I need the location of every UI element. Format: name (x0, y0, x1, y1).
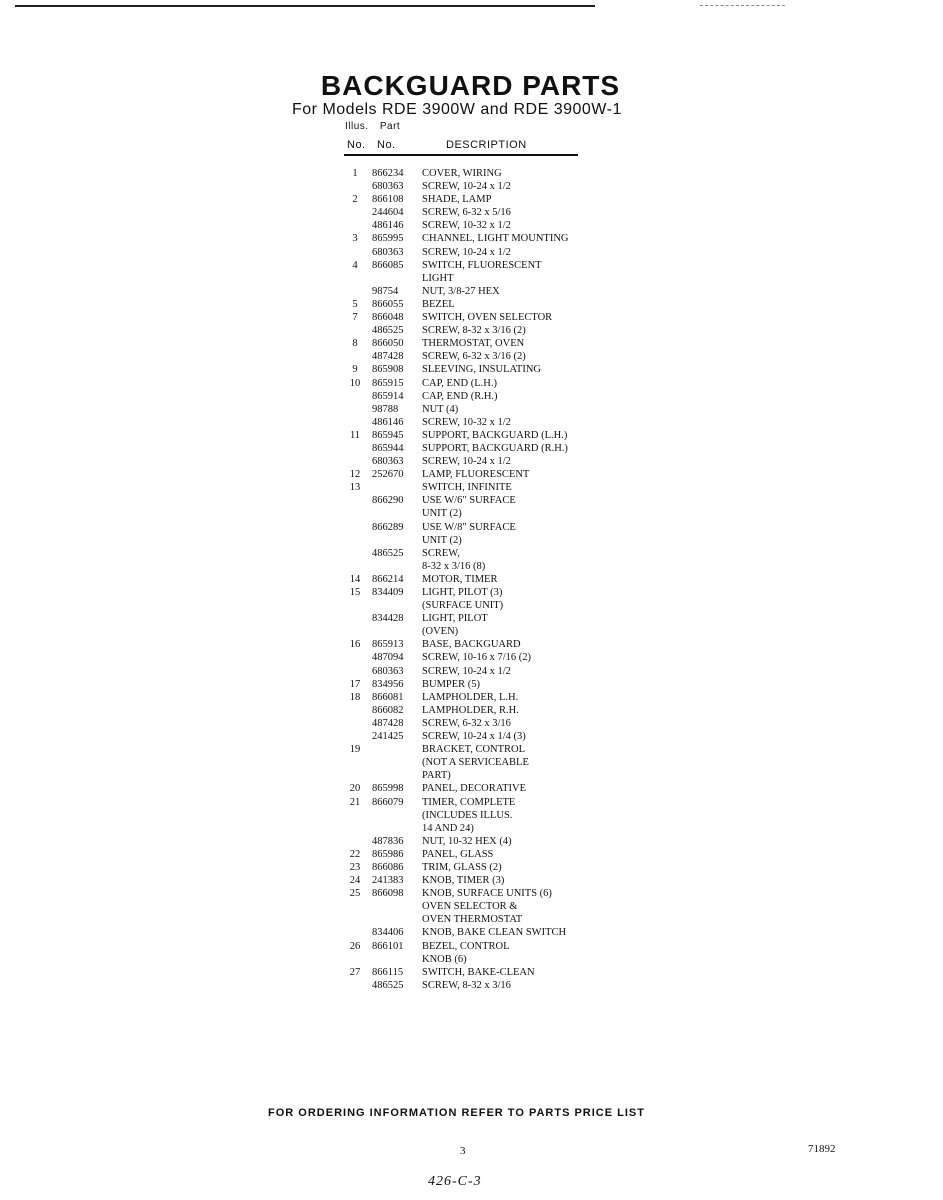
handwritten-note: 426-C-3 (428, 1174, 482, 1189)
list-item (344, 324, 644, 337)
part-description: CHANNEL, LIGHT MOUNTING (422, 233, 569, 245)
list-item (344, 586, 644, 599)
part-number: 680363 (372, 665, 404, 677)
part-number: 866234 (372, 168, 404, 179)
list-item (344, 678, 644, 691)
list-item (344, 455, 644, 468)
part-number: 834406 (372, 927, 404, 939)
part-number: 865944 (372, 442, 404, 454)
illus-number: 1 (352, 168, 358, 179)
list-item (344, 651, 644, 664)
header-no-part: No. (377, 139, 396, 151)
list-item (344, 219, 644, 232)
illus-number: 14 (349, 573, 361, 585)
part-description: PANEL, GLASS (422, 848, 494, 860)
part-number: 866082 (372, 704, 404, 716)
part-description: NUT, 3/8-27 HEX (422, 285, 500, 297)
list-item (344, 416, 644, 429)
part-description: LAMP, FLUORESCENT (422, 469, 530, 481)
list-item (344, 442, 644, 455)
illus-number: 26 (349, 940, 361, 952)
part-description: TIMER, COMPLETE (422, 796, 516, 808)
list-item (344, 481, 644, 494)
list-item (344, 573, 644, 586)
part-description: OVEN THERMOSTAT (422, 914, 523, 926)
part-description: MOTOR, TIMER (422, 573, 498, 585)
part-description: SCREW, 8-32 x 3/16 (2) (422, 325, 526, 337)
part-description: PART) (422, 770, 451, 782)
part-description: KNOB, BAKE CLEAN SWITCH (422, 927, 567, 939)
list-item (344, 272, 644, 285)
part-number: 241383 (372, 875, 404, 887)
part-number: 866085 (372, 259, 404, 271)
header-description: DESCRIPTION (446, 139, 527, 151)
list-item (344, 180, 644, 193)
part-description: SWITCH, FLUORESCENT (422, 259, 542, 271)
part-description: UNIT (2) (422, 534, 462, 546)
list-item (344, 926, 644, 939)
part-number: 866055 (372, 298, 404, 310)
list-item (344, 298, 644, 311)
part-description: LIGHT (422, 272, 454, 284)
part-description: (SURFACE UNIT) (422, 600, 504, 612)
list-item (344, 796, 644, 809)
list-item (344, 638, 644, 651)
part-description: SWITCH, OVEN SELECTOR (422, 312, 553, 324)
part-description: SCREW, 10-24 x 1/4 (3) (422, 731, 526, 743)
part-description: SCREW, 6-32 x 3/16 (422, 717, 511, 729)
parts-list (344, 167, 644, 992)
part-description: THERMOSTAT, OVEN (422, 338, 525, 350)
part-number: 487094 (372, 652, 404, 664)
part-number: 866115 (372, 966, 404, 978)
list-item (344, 534, 644, 547)
list-item (344, 167, 644, 180)
list-item (344, 429, 644, 442)
illus-number: 2 (352, 194, 358, 206)
illus-number: 5 (352, 298, 358, 310)
part-description: SWITCH, INFINITE (422, 482, 512, 494)
list-item (344, 691, 644, 704)
part-description: LIGHT, PILOT (3) (422, 587, 503, 598)
list-item (344, 782, 644, 795)
part-description: CAP, END (L.H.) (422, 377, 497, 389)
list-item (344, 390, 644, 403)
part-description: SCREW, 10-32 x 1/2 (422, 416, 511, 428)
part-number: 486525 (372, 325, 404, 337)
illus-number: 7 (352, 312, 358, 324)
illus-number: 25 (349, 888, 361, 900)
part-description: SUPPORT, BACKGUARD (L.H.) (422, 429, 568, 441)
list-item (344, 900, 644, 913)
part-description: OVEN SELECTOR & (422, 901, 518, 913)
list-item (344, 311, 644, 324)
part-description: (OVEN) (422, 626, 459, 638)
part-description: SCREW, 6-32 x 3/16 (2) (422, 351, 526, 363)
part-description: 14 AND 24) (422, 822, 474, 834)
part-number: 244604 (372, 207, 404, 219)
illus-number: 4 (352, 259, 358, 271)
part-description: SLEEVING, INSULATING (422, 364, 541, 376)
part-description: SCREW, 6-32 x 5/16 (422, 207, 511, 219)
part-description: LIGHT, PILOT (422, 613, 488, 625)
part-number: 865945 (372, 429, 404, 441)
part-number: 866081 (372, 691, 404, 703)
page-title: BACKGUARD PARTS (320, 70, 621, 101)
part-number: 865998 (372, 783, 404, 795)
part-number: 487836 (372, 835, 404, 847)
part-number: 98788 (372, 403, 399, 415)
part-description: TRIM, GLASS (2) (422, 861, 502, 873)
list-item (344, 704, 644, 717)
part-number: 865986 (372, 848, 404, 860)
document-number: 71892 (808, 1143, 836, 1155)
list-item (344, 285, 644, 298)
part-description: LAMPHOLDER, L.H. (422, 691, 519, 703)
part-description: SHADE, LAMP (422, 194, 492, 206)
column-header-top (345, 121, 400, 132)
part-description: LAMPHOLDER, R.H. (422, 704, 519, 716)
part-description: USE W/6" SURFACE (422, 495, 516, 507)
part-number: 866108 (372, 194, 404, 206)
illus-number: 21 (349, 796, 361, 808)
ordering-note: FOR ORDERING INFORMATION REFER TO PARTS PRICE LIST (268, 1107, 645, 1119)
part-number: 866101 (372, 940, 404, 952)
illus-number: 19 (349, 744, 361, 756)
part-description: BUMPER (5) (422, 678, 481, 690)
list-item (344, 206, 644, 219)
part-description: KNOB, TIMER (3) (422, 875, 505, 887)
illus-number: 24 (349, 875, 361, 887)
part-description: CAP, END (R.H.) (422, 390, 498, 402)
part-description: BASE, BACKGUARD (422, 639, 521, 651)
list-item (344, 507, 644, 520)
list-item (344, 756, 644, 769)
part-description: SUPPORT, BACKGUARD (R.H.) (422, 442, 568, 454)
list-item (344, 246, 644, 259)
part-description: KNOB (6) (422, 953, 467, 965)
list-item (344, 494, 644, 507)
part-number: 866214 (372, 573, 404, 585)
list-item (344, 625, 644, 638)
list-item (344, 966, 644, 979)
list-item (344, 560, 644, 573)
header-part: Part (379, 121, 401, 132)
part-description: SCREW, 10-24 x 1/2 (422, 456, 511, 468)
part-number: 866050 (372, 338, 404, 350)
list-item (344, 861, 644, 874)
list-item (344, 835, 644, 848)
part-number: 98754 (372, 285, 399, 297)
list-item (344, 350, 644, 363)
illus-number: 8 (352, 338, 358, 350)
part-description: SCREW, 10-24 x 1/2 (422, 181, 511, 193)
header-underline (344, 154, 578, 156)
part-description: SCREW, 10-16 x 7/16 (2) (422, 652, 531, 664)
list-item (344, 913, 644, 926)
part-number: 487428 (372, 717, 404, 729)
list-item (344, 193, 644, 206)
illus-number: 15 (349, 587, 361, 598)
part-number: 866290 (372, 495, 404, 507)
part-number: 486146 (372, 416, 404, 428)
part-number: 486146 (372, 220, 404, 232)
part-number: 865995 (372, 233, 404, 245)
part-description: SCREW, (422, 547, 460, 559)
part-description: COVER, WIRING (422, 168, 502, 179)
part-description: BEZEL, CONTROL (422, 940, 510, 952)
part-number: 865913 (372, 639, 404, 651)
list-item (344, 848, 644, 861)
part-number: 865915 (372, 377, 404, 389)
list-item (344, 468, 644, 481)
illus-number: 12 (349, 469, 361, 481)
list-item (344, 665, 644, 678)
header-no-illus: No. (347, 139, 366, 151)
part-number: 866079 (372, 796, 404, 808)
part-description: 8-32 x 3/16 (8) (422, 560, 486, 572)
part-number: 834956 (372, 678, 404, 690)
part-description: KNOB, SURFACE UNITS (6) (422, 888, 552, 900)
part-number: 834428 (372, 613, 404, 625)
illus-number: 11 (349, 429, 361, 441)
illus-number: 18 (349, 691, 361, 703)
list-item (344, 743, 644, 756)
top-dashed-rule (700, 5, 785, 6)
list-item (344, 363, 644, 376)
list-item (344, 612, 644, 625)
illus-number: 23 (349, 861, 361, 873)
part-description: SCREW, 10-32 x 1/2 (422, 220, 511, 232)
list-item (344, 403, 644, 416)
list-item (344, 717, 644, 730)
header-illus: Illus. (345, 121, 369, 132)
illus-number: 22 (349, 848, 361, 860)
part-number: 865914 (372, 390, 404, 402)
part-number: 486525 (372, 979, 404, 991)
part-description: USE W/8" SURFACE (422, 521, 516, 533)
part-number: 866289 (372, 521, 404, 533)
part-number: 866098 (372, 888, 404, 900)
list-item (344, 377, 644, 390)
illus-number: 3 (352, 233, 358, 245)
illus-number: 13 (349, 482, 361, 494)
illus-number: 27 (349, 966, 361, 978)
list-item (344, 730, 644, 743)
part-description: BEZEL (422, 298, 455, 310)
list-item (344, 979, 644, 992)
part-number: 680363 (372, 246, 404, 258)
part-description: SCREW, 10-24 x 1/2 (422, 246, 511, 258)
part-number: 241425 (372, 731, 404, 743)
part-description: (NOT A SERVICEABLE (422, 757, 529, 769)
part-number: 866048 (372, 312, 404, 324)
part-description: NUT (4) (422, 403, 459, 415)
illus-number: 10 (349, 377, 361, 389)
list-item (344, 547, 644, 560)
list-item (344, 521, 644, 534)
list-item (344, 232, 644, 245)
part-description: BRACKET, CONTROL (422, 744, 526, 756)
part-number: 865908 (372, 364, 404, 376)
part-number: 680363 (372, 456, 404, 468)
part-number: 252670 (372, 469, 404, 481)
illus-number: 20 (349, 783, 361, 795)
list-item (344, 809, 644, 822)
list-item (344, 769, 644, 782)
part-number: 680363 (372, 181, 404, 193)
part-number: 487428 (372, 351, 404, 363)
page-number: 3 (460, 1145, 466, 1157)
part-description: UNIT (2) (422, 508, 462, 520)
list-item (344, 940, 644, 953)
part-number: 486525 (372, 547, 404, 559)
list-item (344, 822, 644, 835)
list-item (344, 874, 644, 887)
part-description: NUT, 10-32 HEX (4) (422, 835, 512, 847)
list-item (344, 887, 644, 900)
illus-number: 17 (349, 678, 361, 690)
list-item (344, 337, 644, 350)
part-number: 866086 (372, 861, 404, 873)
part-description: SCREW, 10-24 x 1/2 (422, 665, 511, 677)
page-subtitle: For Models RDE 3900W and RDE 3900W-1 (292, 101, 622, 118)
top-rule (15, 5, 595, 7)
part-description: SWITCH, BAKE-CLEAN (422, 966, 535, 978)
illus-number: 16 (349, 639, 361, 651)
list-item (344, 953, 644, 966)
part-number: 834409 (372, 587, 404, 598)
part-description: (INCLUDES ILLUS. (422, 809, 513, 821)
part-description: PANEL, DECORATIVE (422, 783, 527, 795)
list-item (344, 259, 644, 272)
illus-number: 9 (352, 364, 358, 376)
part-description: SCREW, 8-32 x 3/16 (422, 979, 511, 991)
list-item (344, 599, 644, 612)
